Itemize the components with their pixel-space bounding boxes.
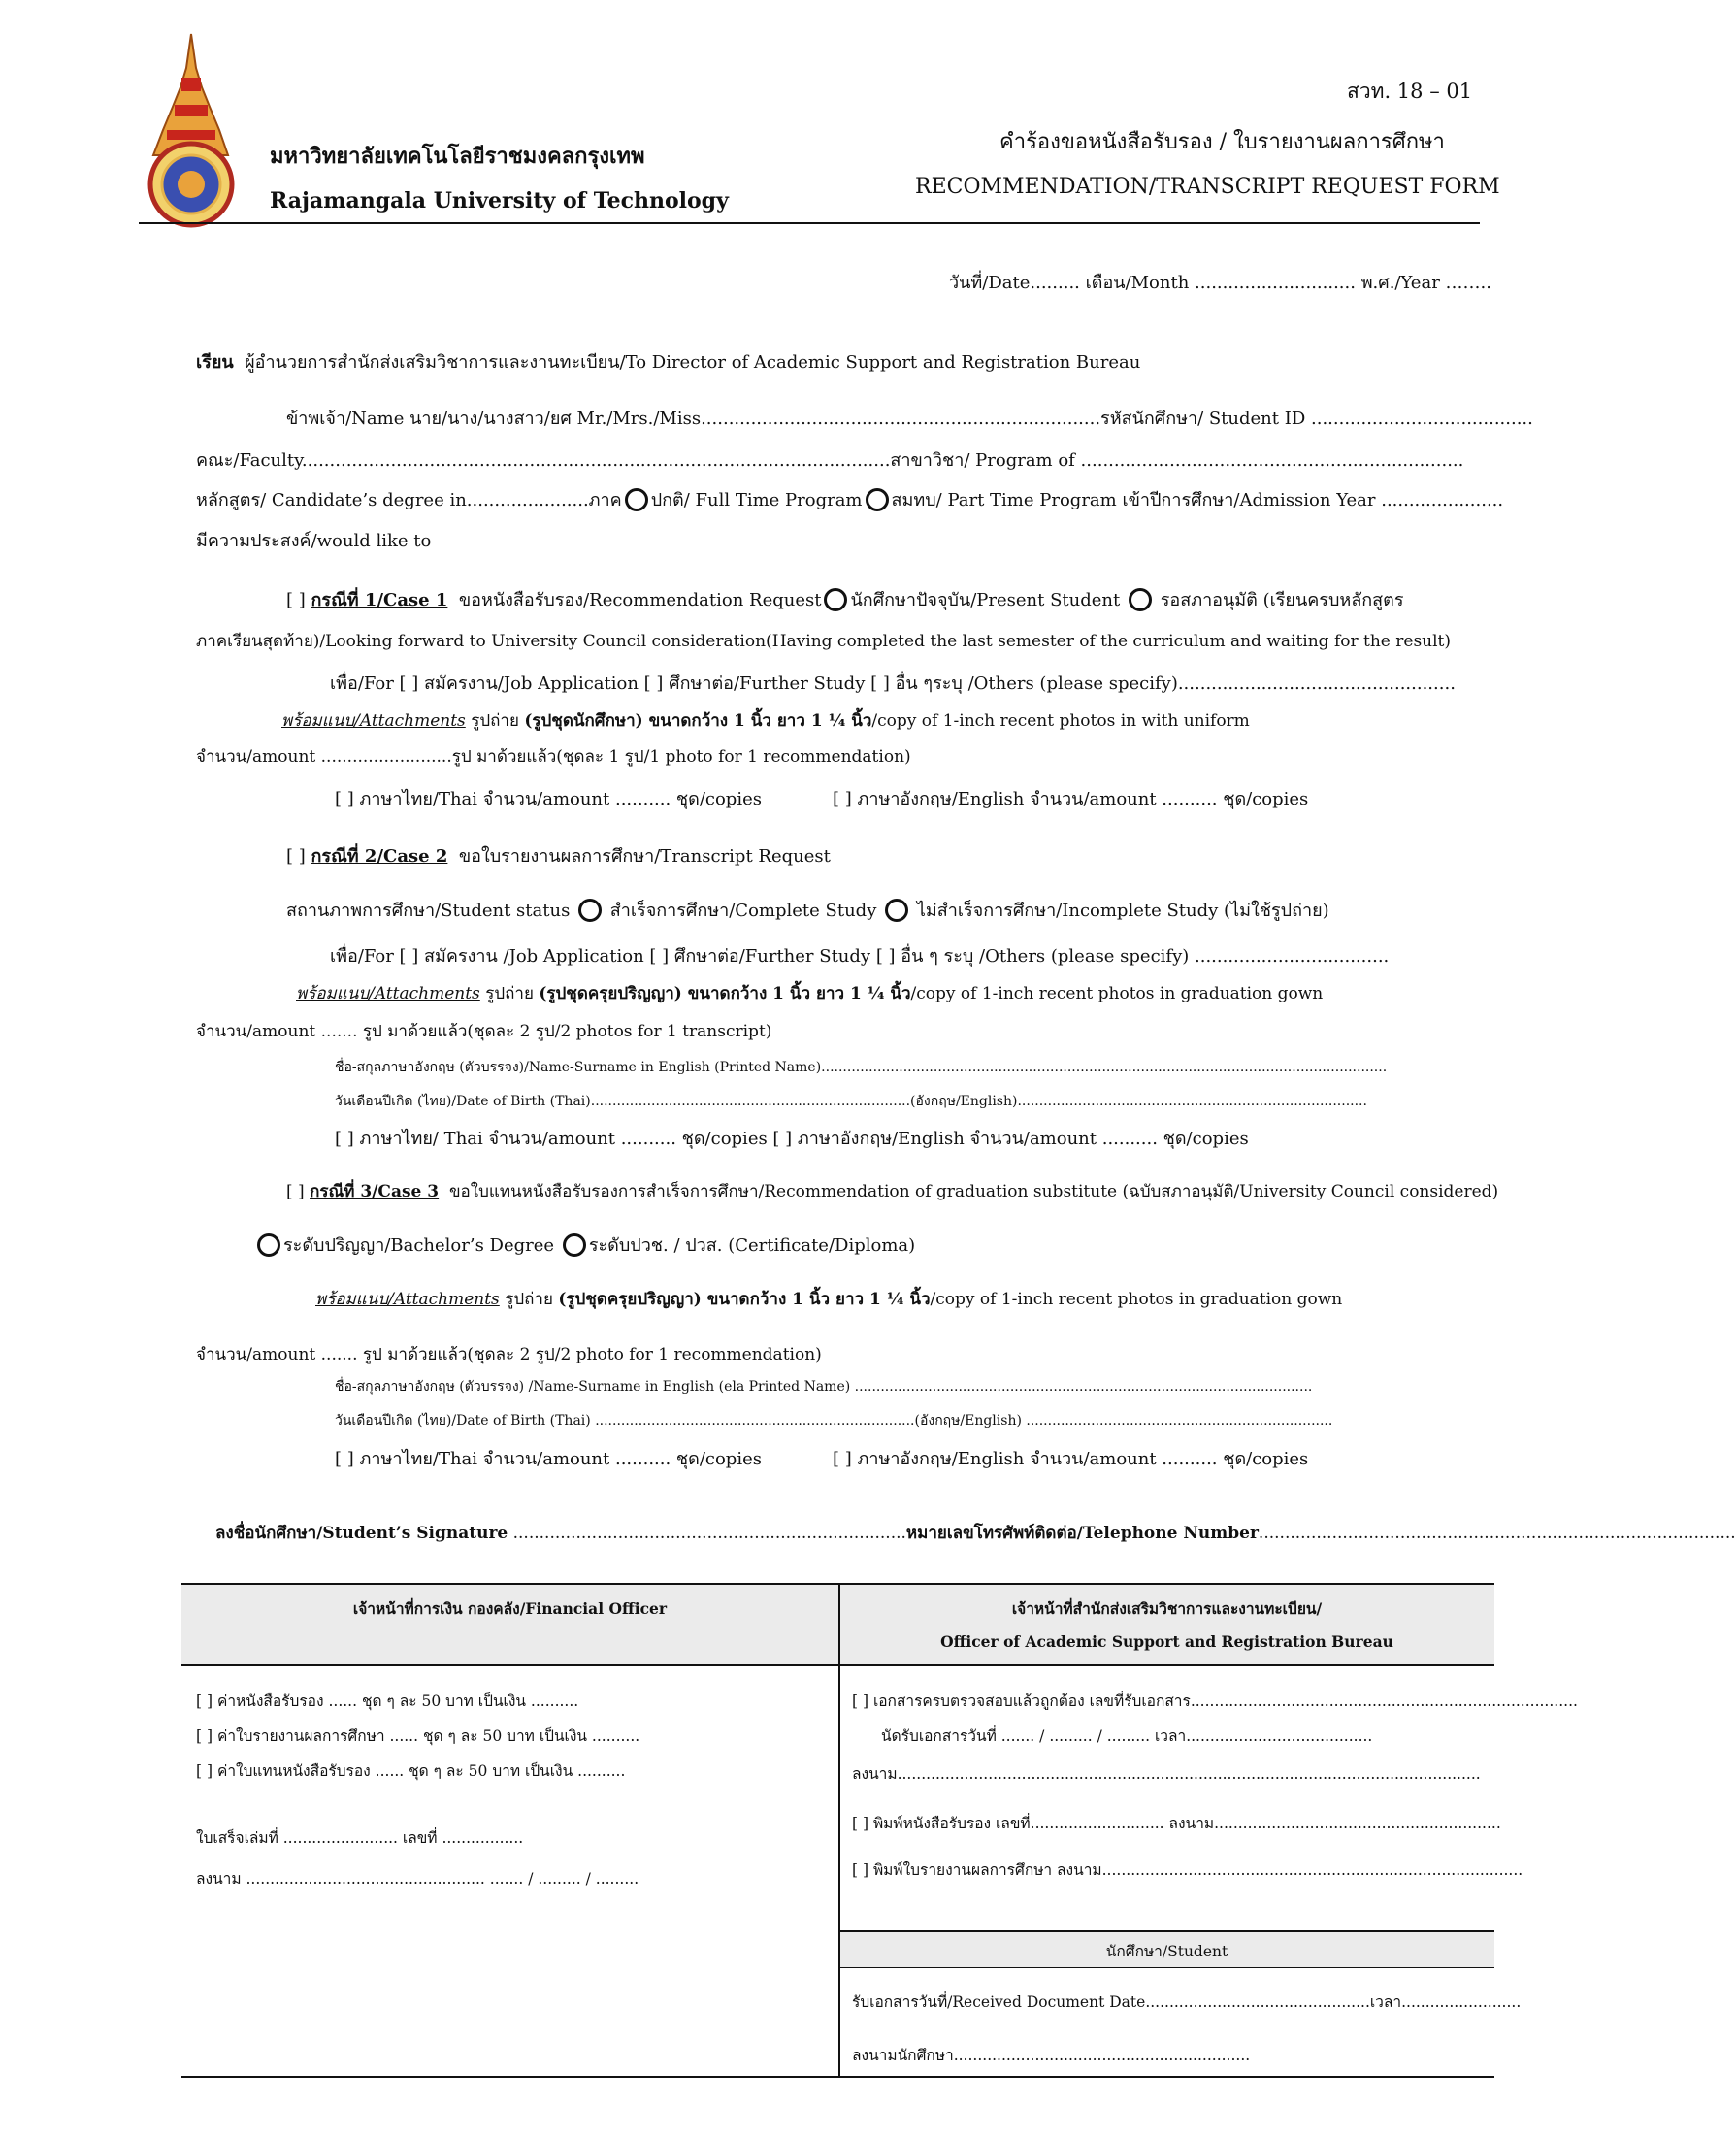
addressee-label: เรียน — [196, 352, 234, 373]
case3-checkbox[interactable]: [ ] — [286, 1182, 305, 1201]
fee-recommendation-line[interactable]: [ ] ค่าหนังสือรับรอง ...... ชุด ๆ ละ 50 บาท เป็นเงิน .......... — [196, 1692, 579, 1710]
certificate-diploma-radio[interactable] — [563, 1233, 586, 1257]
complete-study-label: สำเร็จการศึกษา/Complete Study — [609, 901, 877, 921]
student-section-header: นักศึกษา/Student — [1105, 1943, 1228, 1960]
part-time-radio[interactable] — [866, 488, 889, 511]
case3-attachment-label: พร้อมแนบ/Attachments — [315, 1290, 500, 1309]
case2-status-line — [286, 896, 1329, 924]
present-student-label: นักศึกษาปัจจุบัน/Present Student — [850, 590, 1121, 610]
awaiting-council-radio[interactable] — [1129, 588, 1152, 611]
print-transcript-line[interactable]: [ ] พิมพ์ใบรายงานผลการศึกษา ลงนาม........................................................................................ — [852, 1861, 1523, 1879]
registry-appointment-line[interactable]: นัดรับเอกสารวันที่ ....... / ......... / ......... เวลา....................................... — [881, 1727, 1373, 1745]
certificate-diploma-label: ระดับปวช. / ปวส. (Certificate/Diploma) — [588, 1235, 916, 1256]
header-rule — [139, 222, 1480, 224]
addressee-line — [196, 347, 1140, 376]
present-student-radio[interactable] — [824, 588, 847, 611]
print-recommendation-line[interactable]: [ ] พิมพ์หนังสือรับรอง เลขที่............................ ลงนาม............................................................ — [852, 1815, 1501, 1832]
case1-attachment-label: พร้อมแนบ/Attachments — [281, 711, 466, 731]
student-signature-label: ลงชื่อนักศึกษา/Student’s Signature — [215, 1524, 508, 1543]
complete-study-radio[interactable] — [578, 899, 602, 922]
registry-officer-header-english: Officer of Academic Support and Registration Bureau — [940, 1632, 1393, 1651]
bachelor-degree-label: ระดับปริญญา/Bachelor’s Degree — [283, 1235, 555, 1256]
office-table-bottom-rule — [181, 2076, 1494, 2078]
case2-purpose-line[interactable]: เพื่อ/For [ ] สมัครงาน /Job Application [ ] ศึกษาต่อ/Further Study [ ] อื่น ๆ ระบุ /Others (please specify) ................................... — [330, 946, 1390, 967]
student-signature-field[interactable]: ........................................................................... — [512, 1524, 906, 1543]
awaiting-council-label: รอสภาอนุมัติ (เรียนครบหลักสูตร — [1160, 590, 1404, 610]
case2-status-label: สถานภาพการศึกษา/Student status — [286, 901, 571, 921]
case1-photo-amount[interactable]: จำนวน/amount .........................รูป มาด้วยแล้ว(ชุดละ 1 รูป/1 photo for 1 recommendation) — [196, 747, 911, 767]
case1-attachment-size: (รูปชุดนักศึกษา) ขนาดกว้าง 1 นิ้ว ยาว 1 ¼ นิ้ว — [524, 711, 872, 731]
form-code: สวท. 18 – 01 — [1347, 80, 1473, 103]
office-table-divider — [838, 1583, 840, 2077]
wish-line: มีความประสงค์/would like to — [196, 531, 432, 551]
bachelor-degree-radio[interactable] — [257, 1233, 280, 1257]
case2-language-copies[interactable]: [ ] ภาษาไทย/ Thai จำนวน/amount .......... ชุด/copies [ ] ภาษาอังกฤษ/English จำนวน/amount .......... ชุด/copies — [335, 1129, 1249, 1149]
case1-english-copies[interactable]: [ ] ภาษาอังกฤษ/English จำนวน/amount .......... ชุด/copies — [833, 789, 1309, 809]
case1-heading — [286, 585, 1404, 613]
case1-attachment-text: รูปถ่าย — [471, 711, 519, 731]
case2-attachment-label: พร้อมแนบ/Attachments — [296, 984, 480, 1003]
student-section-header-rule — [839, 1967, 1494, 1968]
case3-title: กรณีที่ 3/Case 3 — [310, 1182, 440, 1201]
case1-request: ขอหนังสือรับรอง/Recommendation Request — [458, 590, 822, 610]
case1-attachment-english: /copy of 1-inch recent photos in with uniform — [871, 711, 1250, 731]
part-time-label[interactable]: สมทบ/ Part Time Program เข้าปีการศึกษา/Admission Year ...................... — [891, 490, 1504, 510]
received-document-line[interactable]: รับเอกสารวันที่/Received Document Date...............................................เวลา......................... — [852, 1993, 1522, 2011]
case3-thai-copies[interactable]: [ ] ภาษาไทย/Thai จำนวน/amount .......... ชุด/copies — [335, 1449, 762, 1469]
university-name-thai: มหาวิทยาลัยเทคโนโลยีราชมงคลกรุงเทพ — [270, 144, 645, 169]
case3-photo-amount[interactable]: จำนวน/amount ....... รูป มาด้วยแล้ว(ชุดละ 2 รูป/2 photo for 1 recommendation) — [196, 1345, 822, 1364]
case3-request: ขอใบแทนหนังสือรับรองการสำเร็จการศึกษา/Recommendation of graduation substitute (ฉบับสภาอนุมัติ/University Council considered) — [448, 1182, 1499, 1201]
case2-english-name-line[interactable]: ชื่อ-สกุลภาษาอังกฤษ (ตัวบรรจง)/Name-Surname in English (Printed Name)................................................................................................................................... — [335, 1060, 1388, 1075]
case2-attachment-english: /copy of 1-inch recent photos in graduation gown — [910, 984, 1324, 1003]
university-name-english: Rajamangala University of Technology — [270, 188, 729, 214]
registry-documents-checked[interactable]: [ ] เอกสารครบตรวจสอบแล้วถูกต้อง เลขที่รับเอกสาร................................................................................. — [852, 1692, 1578, 1710]
registry-officer-header-thai: เจ้าหน้าที่สำนักส่งเสริมวิชาการและงานทะเบียน/ — [1011, 1599, 1323, 1618]
degree-line — [196, 485, 1503, 513]
case1-thai-copies[interactable]: [ ] ภาษาไทย/Thai จำนวน/amount .......... ชุด/copies — [335, 789, 762, 809]
case2-title: กรณีที่ 2/Case 2 — [311, 846, 448, 867]
case3-english-copies[interactable]: [ ] ภาษาอังกฤษ/English จำนวน/amount .......... ชุด/copies — [833, 1449, 1309, 1469]
full-time-label: ปกติ/ Full Time Program — [650, 490, 863, 510]
signature-telephone-line — [215, 1520, 1736, 1546]
case2-heading — [286, 841, 831, 870]
case3-attachment-text: รูปถ่าย — [505, 1290, 553, 1309]
incomplete-study-label: ไม่สำเร็จการศึกษา/Incomplete Study (ไม่ใช้รูปถ่าย) — [916, 901, 1329, 921]
registry-signature-line[interactable]: ลงนาม.......................................................................................................................... — [852, 1765, 1481, 1783]
case1-attachment-line — [281, 707, 1250, 734]
case3-attachment-line — [315, 1286, 1342, 1312]
case3-attachment-english: /copy of 1-inch recent photos in graduation gown — [930, 1290, 1343, 1309]
case2-request: ขอใบรายงานผลการศึกษา/Transcript Request — [458, 846, 831, 867]
case2-attachment-line — [296, 980, 1323, 1006]
incomplete-study-radio[interactable] — [885, 899, 908, 922]
case1-title: กรณีที่ 1/Case 1 — [311, 590, 448, 610]
case3-attachment-size: (รูปชุดครุยปริญญา) ขนาดกว้าง 1 นิ้ว ยาว 1 ¼ นิ้ว — [558, 1290, 931, 1309]
student-section-top-rule — [839, 1930, 1494, 1932]
telephone-field[interactable]: ........................................................................................... — [1258, 1524, 1736, 1543]
degree-prefix[interactable]: หลักสูตร/ Candidate’s degree in......................ภาค — [196, 490, 622, 510]
telephone-label: หมายเลขโทรศัพท์ติดต่อ/Telephone Number — [905, 1524, 1259, 1543]
case2-attachment-text: รูปถ่าย — [485, 984, 534, 1003]
case3-date-of-birth-line[interactable]: วันเดือนปีเกิด (ไทย)/Date of Birth (Thai) ..........................................................................(อังกฤษ/English) ....................................................................... — [335, 1413, 1333, 1429]
university-logo — [138, 29, 245, 223]
fee-substitute-line[interactable]: [ ] ค่าใบแทนหนังสือรับรอง ...... ชุด ๆ ละ 50 บาท เป็นเงิน .......... — [196, 1762, 626, 1780]
form-title-thai: คำร้องขอหนังสือรับรอง / ใบรายงานผลการศึกษา — [999, 130, 1445, 154]
date-line[interactable]: วันที่/Date......... เดือน/Month ............................. พ.ศ./Year …….. — [949, 273, 1491, 293]
case2-checkbox[interactable]: [ ] — [286, 846, 306, 867]
full-time-radio[interactable] — [625, 488, 648, 511]
financial-officer-signature[interactable]: ลงนาม .................................................. ....... / ......... / ......... — [196, 1870, 639, 1888]
addressee-text: ผู้อำนวยการสำนักส่งเสริมวิชาการและงานทะเบียน/To Director of Academic Support and Registration Bureau — [245, 352, 1141, 373]
case2-date-of-birth-line[interactable]: วันเดือนปีเกิด (ไทย)/Date of Birth (Thai)..........................................................................(อังกฤษ/English)................................................................................. — [335, 1094, 1367, 1109]
case2-photo-amount[interactable]: จำนวน/amount ....... รูป มาด้วยแล้ว(ชุดละ 2 รูป/2 photos for 1 transcript) — [196, 1022, 772, 1041]
financial-officer-header: เจ้าหน้าที่การเงิน กองคลัง/Financial Officer — [352, 1599, 668, 1618]
name-student-id-line[interactable]: ข้าพเจ้า/Name นาย/นาง/นางสาว/ยศ Mr./Mrs./Miss........................................................................รหัสนักศึกษา/ Student ID ........................................ — [286, 409, 1533, 429]
receipt-number-line[interactable]: ใบเสร็จเล่มที่ ........................ เลขที่ ................. — [196, 1829, 524, 1847]
case2-attachment-size: (รูปชุดครุยปริญญา) ขนาดกว้าง 1 นิ้ว ยาว 1 ¼ นิ้ว — [539, 984, 911, 1003]
case3-heading — [286, 1178, 1498, 1204]
form-title-english: RECOMMENDATION/TRANSCRIPT REQUEST FORM — [915, 175, 1500, 199]
faculty-program-line[interactable]: คณะ/Faculty..........................................................................................................สาขาวิชา/ Program of ..................................................................... — [196, 450, 1464, 471]
case3-level-line — [254, 1231, 915, 1259]
student-receipt-signature[interactable]: ลงนามนักศึกษา.............................................................. — [852, 2047, 1251, 2064]
case1-awaiting-continued: ภาคเรียนสุดท้าย)/Looking forward to University Council consideration(Having completed the last semester of the curriculum and waiting for the result) — [196, 632, 1452, 651]
fee-transcript-line[interactable]: [ ] ค่าใบรายงานผลการศึกษา ...... ชุด ๆ ละ 50 บาท เป็นเงิน .......... — [196, 1727, 640, 1745]
case1-purpose-line[interactable]: เพื่อ/For [ ] สมัครงาน/Job Application [ ] ศึกษาต่อ/Further Study [ ] อื่น ๆระบุ /Others (please specify).................................................. — [330, 673, 1456, 694]
case1-checkbox[interactable]: [ ] — [286, 590, 306, 610]
case3-english-name-line[interactable]: ชื่อ-สกุลภาษาอังกฤษ (ตัวบรรจง) /Name-Surname in English (ela Printed Name) .......................................................................................................... — [335, 1379, 1313, 1395]
